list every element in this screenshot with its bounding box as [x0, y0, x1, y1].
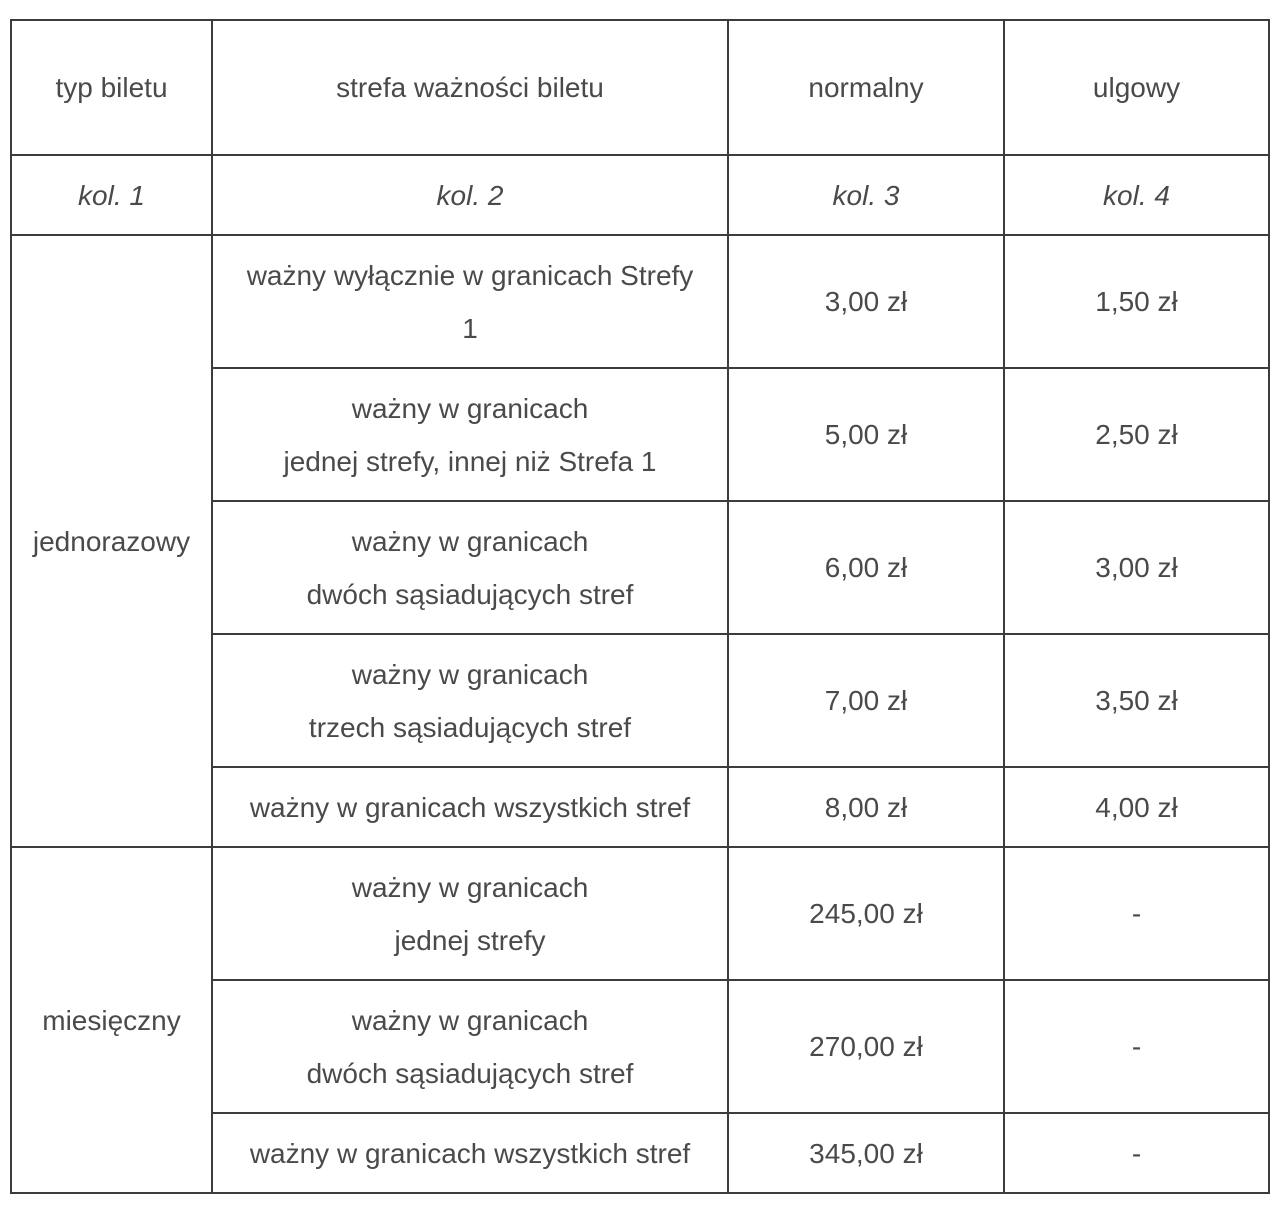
normal-price: 7,00 zł — [728, 634, 1004, 767]
zone-line: ważny w granicach — [351, 658, 589, 690]
column-number-2: kol. 2 — [212, 155, 728, 235]
header-row — [11, 20, 1269, 155]
zone-cell: ważny w granicach wszystkich stref — [212, 767, 728, 847]
normal-price: 8,00 zł — [728, 767, 1004, 847]
zone-line: jednej strefy, innej niż Strefa 1 — [283, 445, 657, 477]
zone-cell — [212, 368, 728, 501]
reduced-price: - — [1004, 980, 1269, 1113]
reduced-price: 3,50 zł — [1004, 634, 1269, 767]
table-row — [11, 847, 1269, 980]
normal-price: 3,00 zł — [728, 235, 1004, 368]
normal-price: 270,00 zł — [728, 980, 1004, 1113]
normal-price: 5,00 zł — [728, 368, 1004, 501]
table-row — [11, 235, 1269, 368]
column-number-1: kol. 1 — [11, 155, 212, 235]
zone-line: jednej strefy — [394, 924, 546, 956]
header-normal: normalny — [728, 20, 1004, 155]
zone-line: ważny w granicach — [351, 392, 589, 424]
reduced-price: 3,00 zł — [1004, 501, 1269, 634]
normal-price: 245,00 zł — [728, 847, 1004, 980]
zone-cell — [212, 235, 728, 368]
zone-cell: ważny w granicach wszystkich stref — [212, 1113, 728, 1193]
ticket-type-single: jednorazowy — [11, 235, 212, 847]
reduced-price: - — [1004, 847, 1269, 980]
zone-line: ważny w granicach — [351, 1004, 589, 1036]
header-reduced: ulgowy — [1004, 20, 1269, 155]
zone-cell — [212, 634, 728, 767]
ticket-type-monthly: miesięczny — [11, 847, 212, 1193]
reduced-price: 4,00 zł — [1004, 767, 1269, 847]
normal-price: 345,00 zł — [728, 1113, 1004, 1193]
zone-line: trzech sąsiadujących stref — [308, 711, 632, 743]
zone-line: ważny wyłącznie w granicach Strefy — [246, 259, 694, 291]
reduced-price: 1,50 zł — [1004, 235, 1269, 368]
zone-cell — [212, 980, 728, 1113]
column-number-3: kol. 3 — [728, 155, 1004, 235]
zone-line: dwóch sąsiadujących stref — [306, 1057, 634, 1089]
fare-table — [10, 19, 1270, 1194]
zone-cell — [212, 847, 728, 980]
zone-line: 1 — [462, 312, 478, 344]
reduced-price: 2,50 zł — [1004, 368, 1269, 501]
column-number-4: kol. 4 — [1004, 155, 1269, 235]
reduced-price: - — [1004, 1113, 1269, 1193]
header-zone: strefa ważności biletu — [212, 20, 728, 155]
zone-line: ważny w granicach — [351, 525, 589, 557]
header-ticket-type: typ biletu — [11, 20, 212, 155]
zone-line: ważny w granicach — [351, 871, 589, 903]
column-number-row — [11, 155, 1269, 235]
normal-price: 6,00 zł — [728, 501, 1004, 634]
zone-line: dwóch sąsiadujących stref — [306, 578, 634, 610]
zone-cell — [212, 501, 728, 634]
